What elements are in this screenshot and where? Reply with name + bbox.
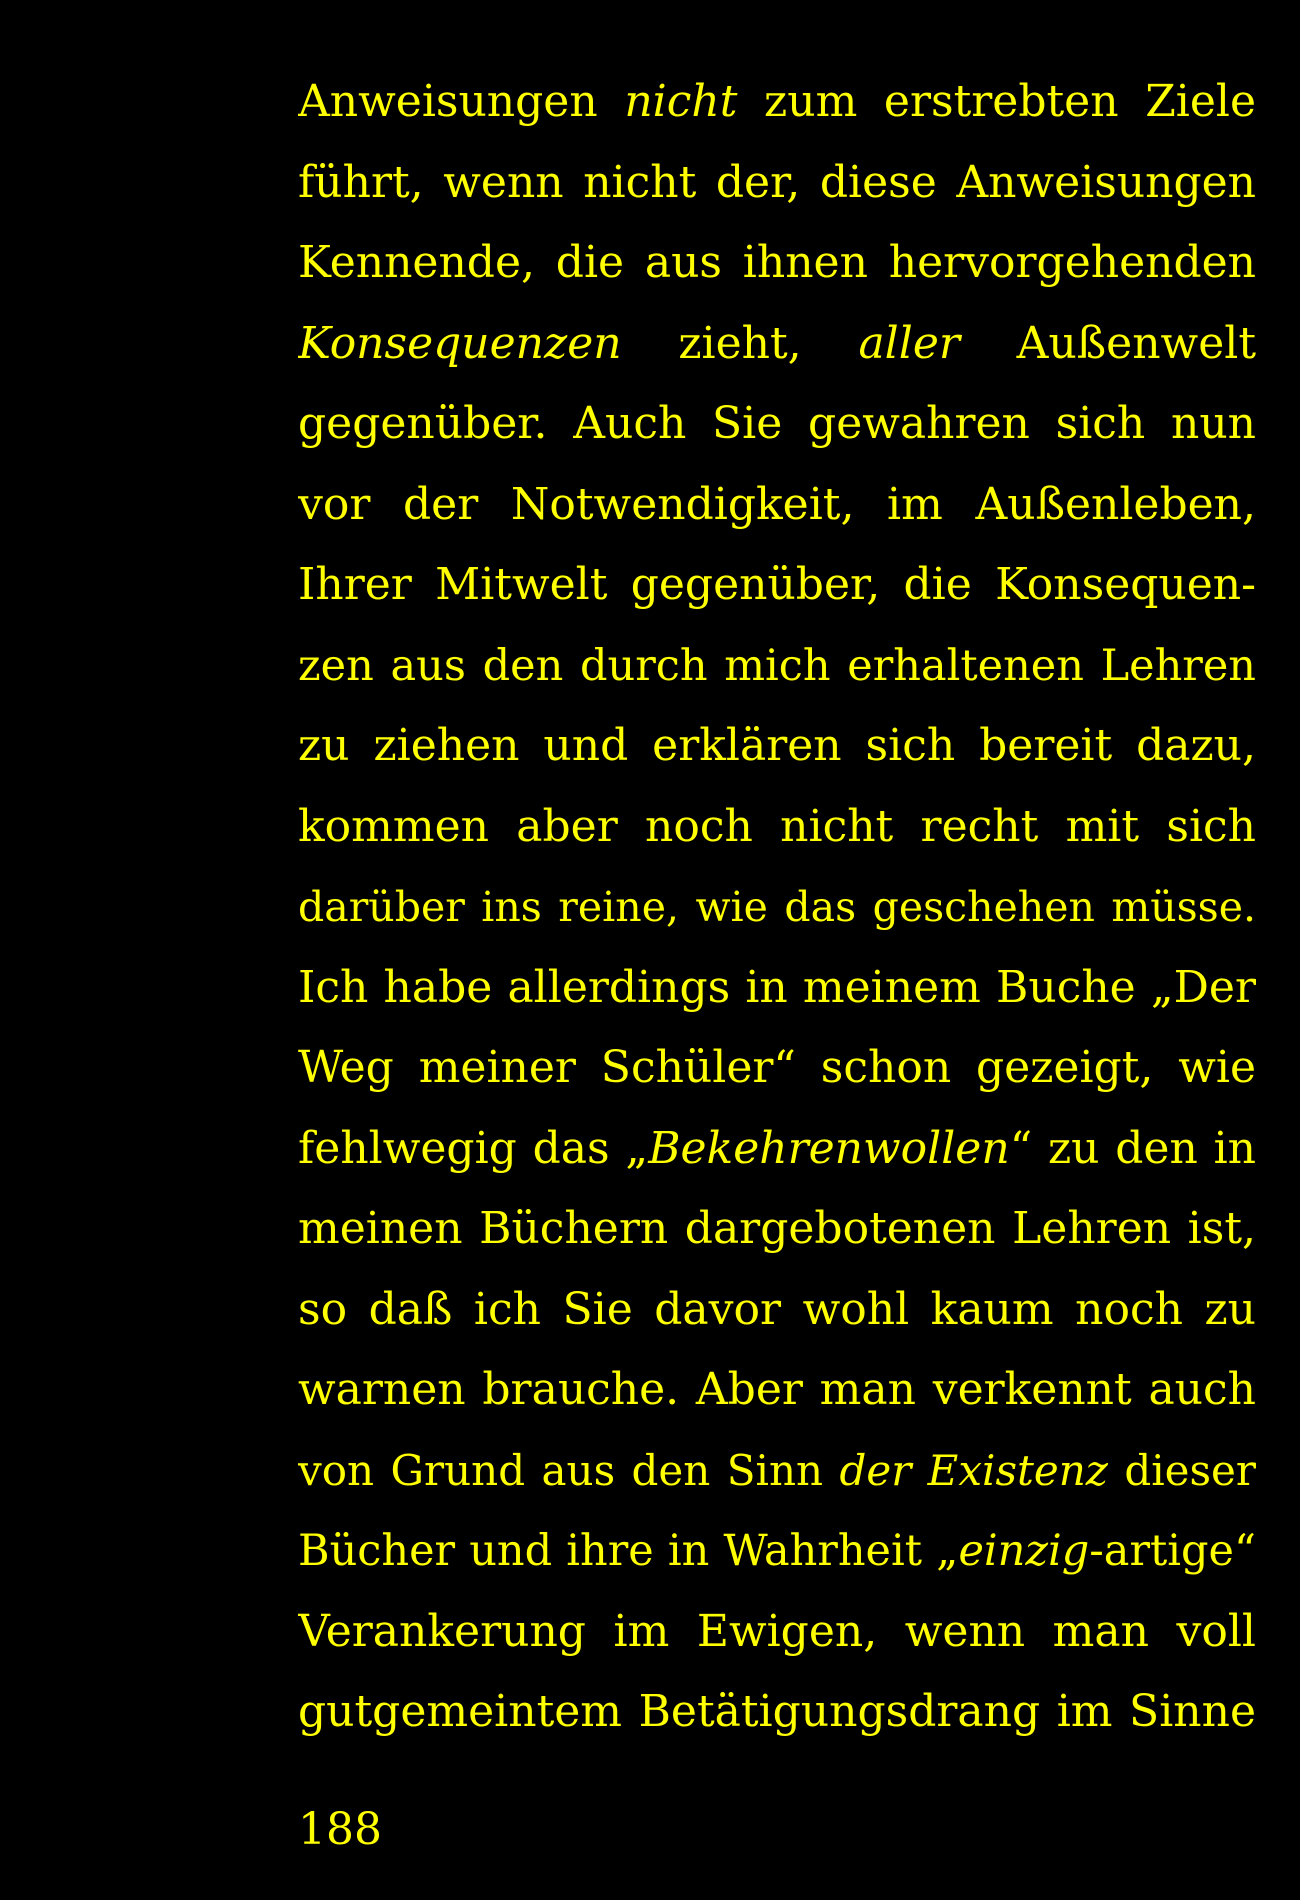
italic-segment: Bekehrenwollen — [648, 1122, 1010, 1174]
text-segment: Ihrer Mitwelt gegenüber, die Konsequen- — [298, 559, 1256, 610]
text-line — [298, 545, 1256, 626]
text-segment: zu ziehen und erklären sich bereit dazu, — [298, 720, 1256, 771]
text-segment: zen aus den durch mich erhaltenen Lehren — [298, 640, 1256, 691]
text-line — [298, 1270, 1256, 1351]
italic-segment: der Existenz — [839, 1445, 1108, 1495]
text-segment: gegenüber. Auch Sie gewahren sich nun — [298, 398, 1256, 449]
italic-segment: einzig — [958, 1526, 1090, 1576]
text-segment: meinen Büchern dargebotenen Lehren ist, — [298, 1203, 1256, 1254]
text-segment: warnen brauche. Aber man verkennt auch — [298, 1364, 1256, 1415]
text-line — [298, 1028, 1256, 1109]
text-line — [298, 1672, 1256, 1753]
text-line — [298, 304, 1256, 385]
text-segment: so daß ich Sie davor wohl kaum noch zu — [298, 1283, 1256, 1335]
text-segment: gutgemeintem Betätigungsdrang im Sinne — [298, 1686, 1256, 1737]
text-line — [298, 1592, 1256, 1673]
italic-segment: aller — [858, 317, 960, 369]
text-segment: zieht, — [621, 317, 859, 369]
text-line — [298, 626, 1256, 707]
page-number: 188 — [298, 1804, 382, 1855]
text-segment: Außenwelt — [959, 317, 1256, 369]
text-line — [298, 787, 1256, 868]
text-line — [298, 1189, 1256, 1270]
text-segment: zum erstrebten Ziele — [737, 76, 1256, 127]
text-segment: darüber ins reine, wie das geschehen müsse. — [298, 883, 1256, 931]
text-line — [298, 465, 1256, 546]
text-segment: Verankerung im Ewigen, wenn man voll — [298, 1605, 1256, 1657]
body-text — [298, 62, 1256, 1753]
text-line — [298, 143, 1256, 224]
text-segment: führt, wenn nicht der, diese Anweisungen — [298, 156, 1256, 208]
text-segment: Kennende, die aus ihnen hervorgehenden — [298, 237, 1256, 288]
text-segment: von Grund aus den Sinn — [298, 1445, 840, 1495]
text-segment: fehlwegig das „ — [298, 1122, 649, 1174]
text-line — [298, 1511, 1256, 1592]
text-segment: kommen aber noch nicht recht mit sich — [298, 800, 1256, 852]
text-line — [298, 706, 1256, 787]
text-line — [298, 62, 1256, 143]
text-segment: Anweisungen — [298, 76, 625, 127]
text-line — [298, 948, 1256, 1029]
text-segment: “ zu den in — [1009, 1122, 1256, 1174]
text-segment: Bücher und ihre in Wahrheit „ — [298, 1526, 959, 1576]
text-segment: Ich habe allerdings in meinem Buche „Der — [298, 961, 1256, 1013]
text-line — [298, 1431, 1256, 1512]
text-line — [298, 1109, 1256, 1190]
text-line — [298, 867, 1256, 948]
italic-segment: Konsequenzen — [298, 317, 622, 369]
text-line — [298, 223, 1256, 304]
text-segment: vor der Notwendigkeit, im Außenleben, — [298, 478, 1256, 530]
text-segment: Weg meiner Schüler“ schon gezeigt, wie — [298, 1042, 1256, 1093]
text-segment: dieser — [1107, 1445, 1256, 1495]
italic-segment: nicht — [624, 76, 738, 127]
text-line — [298, 384, 1256, 465]
text-segment: -artige“ — [1089, 1526, 1256, 1576]
text-line — [298, 1350, 1256, 1431]
